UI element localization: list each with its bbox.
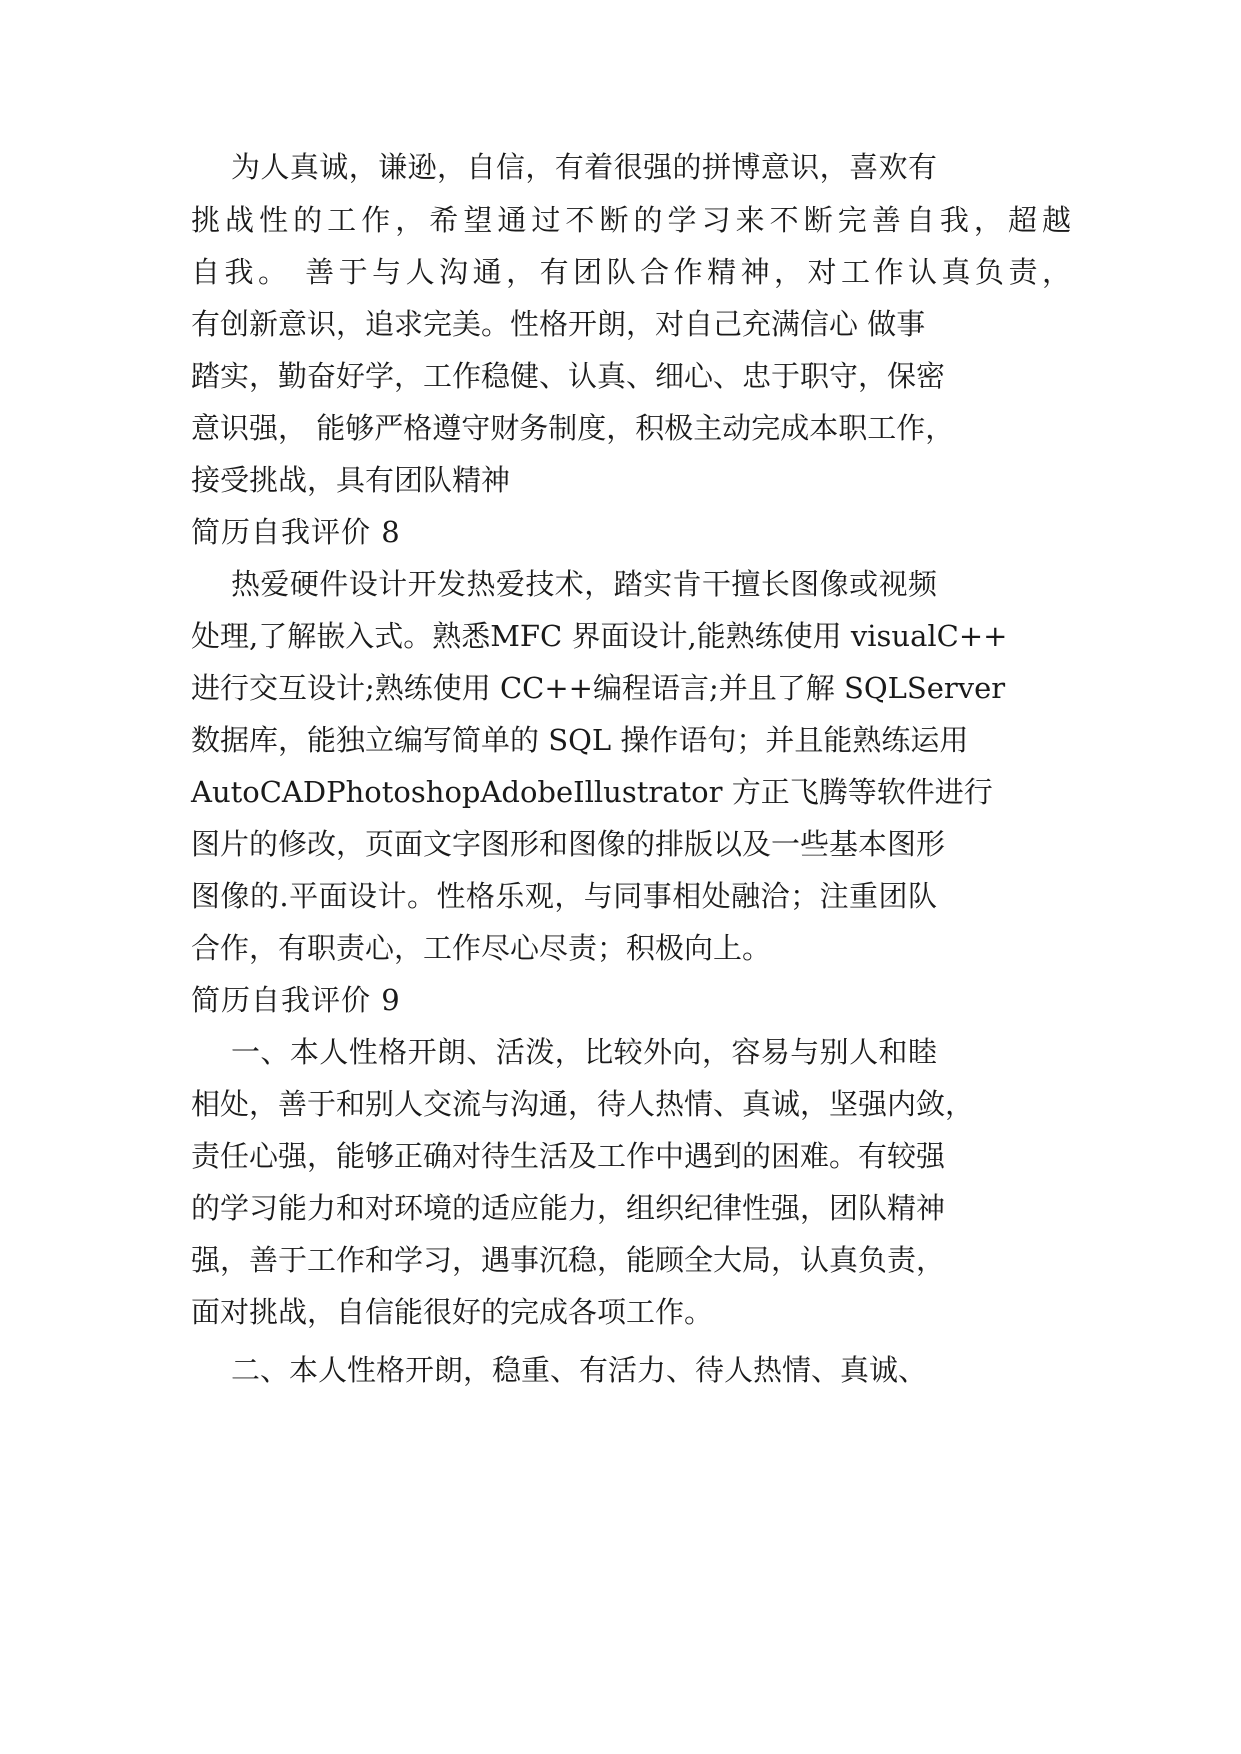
paragraph-line: 进行交互设计;熟练使用 CC++编程语言;并且了解 SQLServer bbox=[191, 671, 1006, 705]
paragraph-line: 二、本人性格开朗，稳重、有活力、待人热情、真诚、 bbox=[231, 1353, 928, 1387]
section-heading: 简历自我评价 8 bbox=[191, 515, 401, 549]
paragraph-line: 图像的.平面设计。性格乐观，与同事相处融洽；注重团队 bbox=[191, 879, 937, 913]
paragraph-line: 有创新意识，追求完美。性格开朗，对自己充满信心 做事 bbox=[191, 307, 926, 341]
paragraph-line: 相处，善于和别人交流与沟通，待人热情、真诚，坚强内敛， bbox=[191, 1087, 975, 1121]
paragraph-line: 热爱硬件设计开发热爱技术，踏实肯干擅长图像或视频 bbox=[231, 567, 937, 601]
section-heading: 简历自我评价 9 bbox=[191, 983, 401, 1017]
paragraph-line: 一、本人性格开朗、活泼，比较外向，容易与别人和睦 bbox=[231, 1035, 937, 1069]
paragraph-line: 接受挑战，具有团队精神 bbox=[191, 463, 511, 497]
paragraph-line: 自我。 善于与人沟通，有团队合作精神，对工作认真负责， bbox=[191, 255, 1071, 289]
paragraph-line: 为人真诚，谦逊，自信，有着很强的拼博意识，喜欢有 bbox=[231, 150, 937, 184]
paragraph-line: 合作，有职责心，工作尽心尽责；积极向上。 bbox=[191, 931, 772, 965]
paragraph-line: AutoCADPhotoshopAdobeIllustrator 方正飞腾等软件进行 bbox=[191, 775, 993, 809]
paragraph-line: 的学习能力和对环境的适应能力，组织纪律性强，团队精神 bbox=[191, 1191, 946, 1225]
paragraph-line: 图片的修改，页面文字图形和图像的排版以及一些基本图形 bbox=[191, 827, 946, 861]
paragraph-line: 面对挑战，自信能很好的完成各项工作。 bbox=[191, 1295, 714, 1329]
paragraph-line: 责任心强，能够正确对待生活及工作中遇到的困难。有较强 bbox=[191, 1139, 946, 1173]
paragraph-line: 意识强， 能够严格遵守财务制度，积极主动完成本职工作， bbox=[191, 411, 955, 445]
paragraph-line: 处理,了解嵌入式。熟悉MFC 界面设计,能熟练使用 visualC++ bbox=[191, 619, 1008, 653]
paragraph-line: 踏实，勤奋好学，工作稳健、认真、细心、忠于职守，保密 bbox=[191, 359, 946, 393]
paragraph-line: 数据库，能独立编写简单的 SQL 操作语句；并且能熟练运用 bbox=[191, 723, 969, 757]
paragraph-line: 强，善于工作和学习，遇事沉稳，能顾全大局，认真负责， bbox=[191, 1243, 946, 1277]
paragraph-line: 挑战性的工作，希望通过不断的学习来不断完善自我，超越 bbox=[191, 203, 1071, 237]
